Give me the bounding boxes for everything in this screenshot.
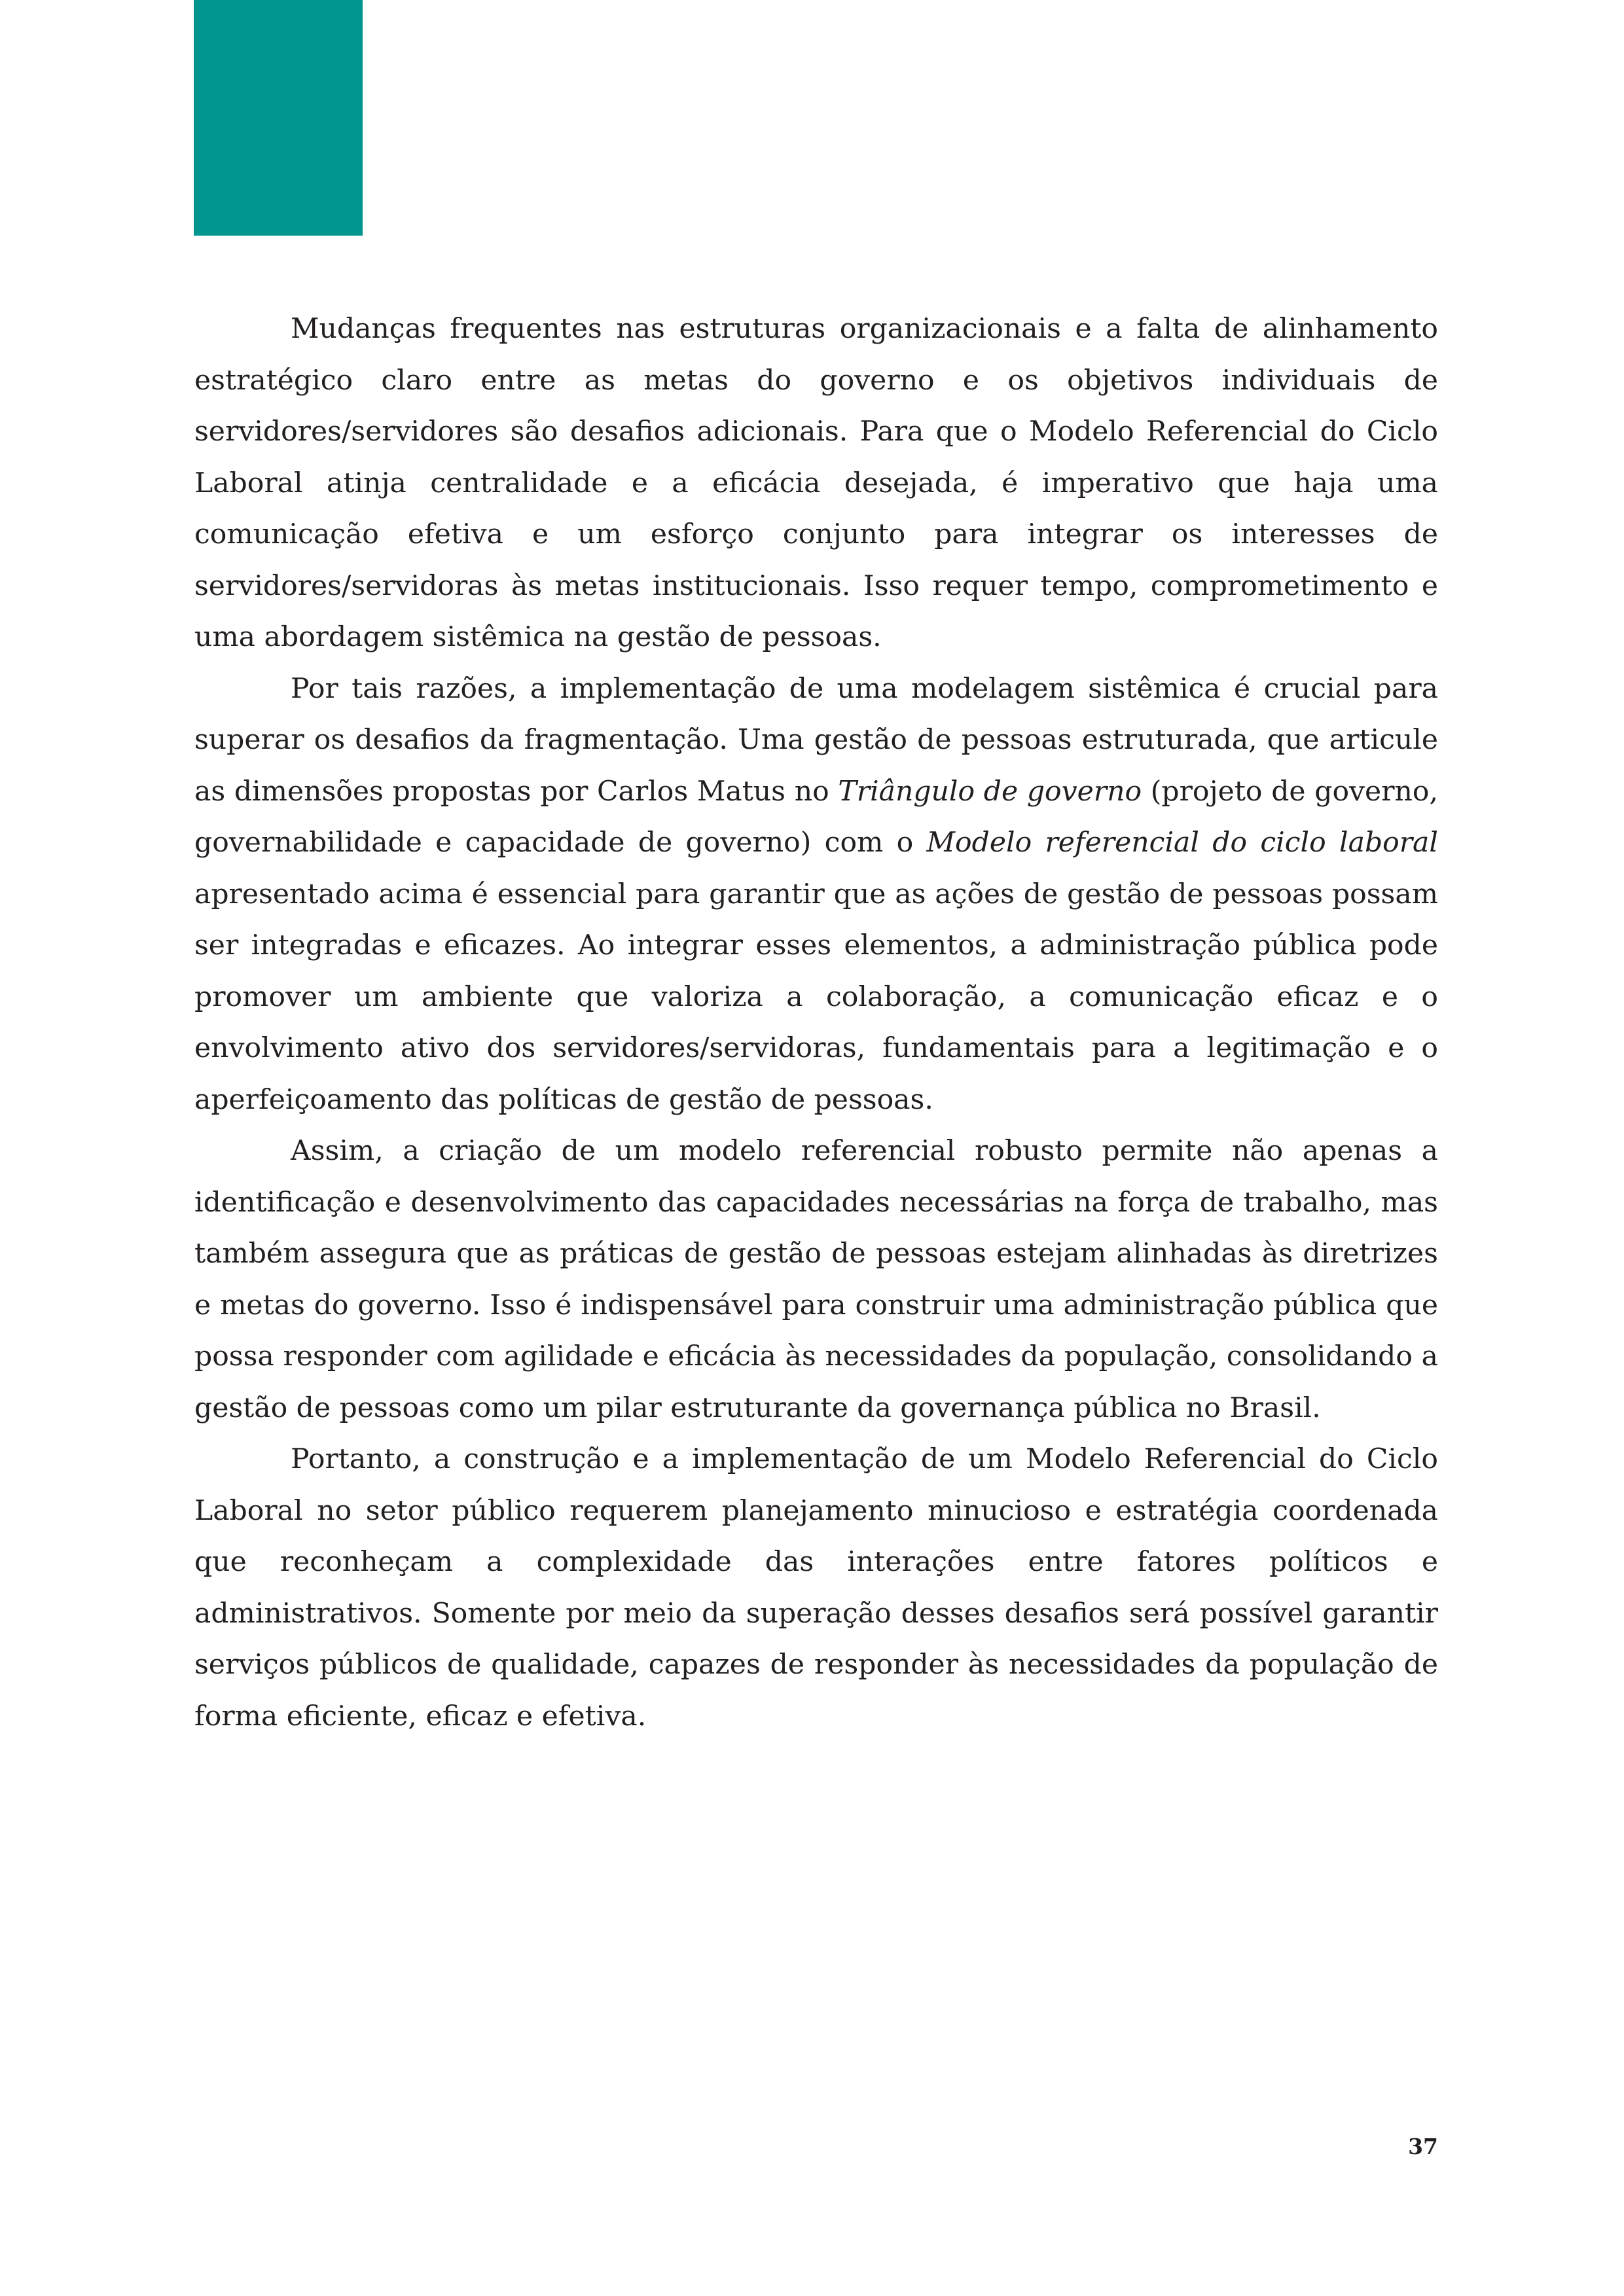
accent-block [194, 0, 363, 236]
paragraph-2-part-2: (projeto de governo, governabilidade e capacidade de governo) com o [194, 775, 1438, 859]
paragraph-4: Portanto, a construção e a implementação de um Modelo Referencial do Ciclo Laboral no setor público requerem planejamento minucioso e estratégia coordenada que reconheçam a complexidade das interações entre fatores políticos e administrativos. Somente por meio da superação desses desafios será possível garantir serviços públicos de qualidade, capazes de responder às necessidades da população de forma eficiente, eficaz e efetiva. [194, 1443, 1438, 1732]
triangulo-de-governo-title: Triângulo de governo [838, 775, 1142, 808]
paragraph-3: Assim, a criação de um modelo referencial robusto permite não apenas a identificação e desenvolvimento das capacidades necessárias na força de trabalho, mas também assegura que as práticas de gestão de pessoas estejam alinhadas às diretrizes e metas do governo. Isso é indispensável para construir uma administração pública que possa responder com agilidade e eficácia às necessidades da população, consolidando a gestão de pessoas como um pilar estruturante da governança pública no Brasil. [194, 1135, 1438, 1424]
modelo-referencial-title: Modelo referencial do ciclo laboral [926, 827, 1438, 859]
paragraph-2 [194, 664, 1438, 1126]
page-number: 37 [1408, 2134, 1438, 2159]
paragraph-2-part-3: apresentado acima é essencial para garantir que as ações de gestão de pessoas possam ser integradas e eficazes. Ao integrar esses elementos, a administração pública pode promover um ambiente que valoriza a colaboração, a comunicação eficaz e o envolvimento ativo dos servidores/servidoras, fundamentais para a legitimação e o aperfeiçoamento das políticas de gestão de pessoas. [194, 878, 1438, 1116]
paragraph-1: Mudanças frequentes nas estruturas organizacionais e a falta de alinhamento estratégico claro entre as metas do governo e os objetivos individuais de servidores/servidores são desafios adicionais. Para que o Modelo Referencial do Ciclo Laboral atinja centralidade e a eficácia desejada, é imperativo que haja uma comunicação efetiva e um esforço conjunto para integrar os interesses de servidores/servidoras às metas institucionais. Isso requer tempo, comprometimento e uma abordagem sistêmica na gestão de pessoas. [194, 313, 1438, 653]
body-text [194, 304, 1438, 1742]
paragraph-2-part-1: Por tais razões, a implementação de uma modelagem sistêmica é crucial para superar os desafios da fragmentação. Uma gestão de pessoas estruturada, que articule as dimensões propostas por Carlos Matus no [194, 672, 1438, 808]
